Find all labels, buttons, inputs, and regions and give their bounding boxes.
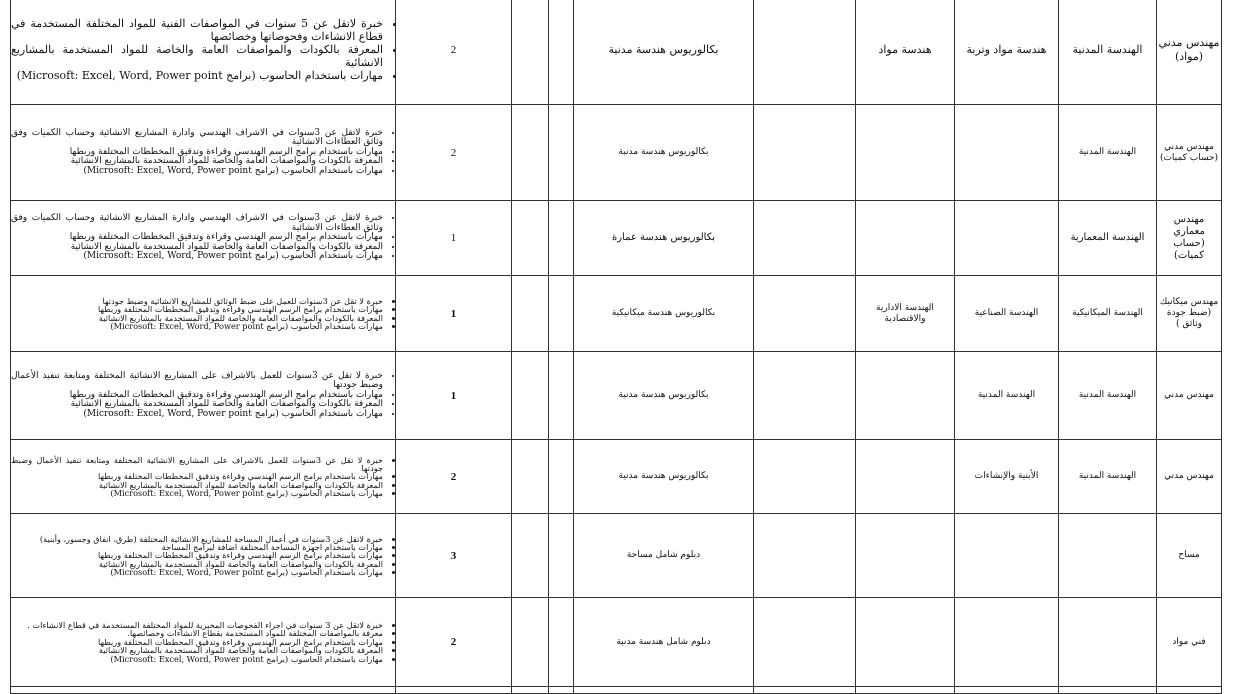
requirement-item: • مهارات باستخدام الحاسوب (برامج Microsoft: Excel, Word, Power point)	[11, 489, 383, 497]
specialization-2-cell	[955, 201, 1059, 276]
specialization-2-cell	[955, 598, 1059, 687]
job-title-cell: مهندس مدني (حساب كميات)	[1157, 105, 1222, 201]
empty-cell	[549, 687, 574, 694]
requirement-item: • خبرة لاتقل عن 3سنوات في الاشراف الهندسي وادارة المشاريع الانشائية وحساب الكميات وفق وثائق العطاءات الانشائية	[11, 129, 383, 148]
table-row	[11, 514, 1222, 598]
empty-cell	[754, 352, 856, 440]
empty-cell	[754, 276, 856, 352]
requirement-item: • مهارات باستخدام الحاسوب (برامج Microsoft: Excel, Word, Power point)	[11, 252, 383, 262]
job-title-cell: مساح	[1157, 514, 1222, 598]
table-row	[11, 105, 1222, 201]
degree-cell: بكالوريوس هندسة مدنية	[574, 352, 754, 440]
requirement-item: • خبرة لا تقل عن 3سنوات للعمل بالاشراف على المشاريع الانشائية المختلفة ومتابعة تنفيذ الأعمال وضبط جودتها	[11, 372, 383, 391]
requirement-item: • مهارات باستخدام الحاسوب (برامج Microsoft: Excel, Word, Power point)	[11, 568, 383, 576]
empty-cell	[512, 0, 549, 105]
table-row	[11, 352, 1222, 440]
empty-cell	[549, 105, 574, 201]
empty-cell	[754, 0, 856, 105]
requirement-item: • خبرة لا تقل عن 3سنوات للعمل على ضبط الوثائق للمشاريع الانشائية وضبط جودتها	[11, 297, 383, 305]
requirement-item: • مهارات باستخدام الحاسوب (برامج Microsoft: Excel, Word, Power point)	[11, 410, 383, 420]
empty-cell	[549, 514, 574, 598]
empty-cell	[754, 105, 856, 201]
empty-cell	[512, 687, 549, 694]
degree-cell: دبلوم شامل هندسة مدنية	[574, 598, 754, 687]
count-cell: 2	[396, 440, 512, 514]
empty-cell	[754, 440, 856, 514]
job-title-cell: مهندس مدني	[1157, 352, 1222, 440]
degree-cell: بكالوريوس هندسة مدنية	[574, 0, 754, 105]
specialization-1-cell: الهندسة المدنية	[1059, 105, 1157, 201]
requirement-item: • مهارات باستخدام برامج الرسم الهندسي وقراءة وتدقيق المخططات المختلفة وربطها	[11, 233, 383, 243]
requirement-item: • المعرفة بالكودات والمواصفات العامة والخاصة للمواد المستخدمة بالمشاريع الانشائية	[11, 646, 383, 654]
job-title-cell: مهندس معماري (حساب كميات)	[1157, 201, 1222, 276]
requirement-item: • مهارات باستخدام الحاسوب (برامج Microsoft: Excel, Word, Power point)	[11, 655, 383, 663]
requirement-item: • مهارات باستخدام برامج الرسم الهندسي وقراءة وتدقيق المخططات المختلفة وربطها	[11, 391, 383, 401]
specialization-1-cell: الهندسة المدنية	[1059, 0, 1157, 105]
empty-cell	[754, 201, 856, 276]
requirements-list	[11, 456, 395, 498]
empty-cell	[754, 598, 856, 687]
empty-cell	[1059, 687, 1157, 694]
specialization-2-cell: الهندسة المدنية	[955, 352, 1059, 440]
empty-cell	[955, 687, 1059, 694]
empty-cell	[512, 105, 549, 201]
requirement-item: • مهارات باستخدام برامج الرسم الهندسي وقراءة وتدقيق المخططات المختلفة وربطها	[11, 305, 383, 313]
specialization-1-cell: الهندسة الميكانيكية	[1059, 276, 1157, 352]
requirement-item: • المعرفة بالكودات والمواصفات العامة والخاصة للمواد المستخدمة بالمشاريع الانشائية	[11, 243, 383, 253]
specialization-1-cell: الهندسة المدنية	[1059, 352, 1157, 440]
table-row-partial	[11, 687, 1222, 694]
empty-cell	[549, 276, 574, 352]
requirements-cell	[11, 598, 396, 687]
table-row	[11, 201, 1222, 276]
requirements-list	[11, 297, 395, 330]
requirement-item: • خبرة لا تقل عن 3سنوات للعمل بالاشراف على المشاريع الانشائية المختلفة ومتابعة تنفيذ الأعمال وضبط جودتها	[11, 456, 383, 473]
empty-cell	[549, 201, 574, 276]
table-row	[11, 598, 1222, 687]
requirements-cell	[11, 0, 396, 105]
empty-cell	[754, 687, 856, 694]
requirements-cell	[11, 440, 396, 514]
count-cell: 2	[396, 0, 512, 105]
requirement-item: • معرفة بالمواصفات المختلفة للمواد المستخدمة بقطاع الانشاءات وخصائصها.	[11, 629, 383, 637]
count-cell: 3	[396, 514, 512, 598]
job-title-cell: مهندس مدني	[1157, 440, 1222, 514]
empty-cell	[512, 201, 549, 276]
requirements-cell	[11, 514, 396, 598]
requirements-list	[11, 535, 395, 577]
degree-cell: بكالوريوس هندسة مدنية	[574, 440, 754, 514]
empty-cell	[512, 352, 549, 440]
requirement-item: • مهارات باستخدام الحاسوب (برامج Microsoft: Excel, Word, Power point)	[11, 167, 383, 177]
empty-cell	[512, 598, 549, 687]
degree-cell: بكالوريوس هندسة مدنية	[574, 105, 754, 201]
table-row	[11, 276, 1222, 352]
job-title-cell: فني مواد	[1157, 598, 1222, 687]
requirement-item: • مهارات باستخدام برامج الرسم الهندسي وقراءة وتدقيق المخططات المختلفة وربطها	[11, 551, 383, 559]
requirement-item: • المعرفة بالكودات والمواصفات العامة والخاصة للمواد المستخدمة بالمشاريع الانشائية	[11, 400, 383, 410]
requirement-item: • المعرفة بالكودات والمواصفات العامة والخاصة للمواد المستخدمة بالمشاريع الانشائية	[11, 560, 383, 568]
requirement-item: • المعرفة بالكودات والمواصفات العامة والخاصة للمواد المستخدمة بالمشاريع الانشائية	[11, 157, 383, 167]
count-cell: 2	[396, 105, 512, 201]
requirement-item: • مهارات باستخدام برامج الرسم الهندسي وقراءة وتدقيق المخططات المختلفة وربطها	[11, 472, 383, 480]
requirements-cell	[11, 201, 396, 276]
requirements-list	[11, 17, 395, 82]
requirement-item: • خبرة لاتقل عن 3سنوات في أعمال المساحة للمشاريع الانشائية المختلفة (طرق، انفاق وجسور، وأبنية)	[11, 535, 383, 543]
empty-cell	[11, 687, 396, 694]
count-cell: 1	[396, 201, 512, 276]
count-cell: 2	[396, 598, 512, 687]
specialization-1-cell	[1059, 514, 1157, 598]
specialization-3-cell	[856, 514, 955, 598]
table-row	[11, 440, 1222, 514]
count-cell: 1	[396, 352, 512, 440]
requirements-list	[11, 621, 395, 663]
specialization-2-cell: الأبنية والإنشاءات	[955, 440, 1059, 514]
requirement-item: • المعرفة بالكودات والمواصفات العامة والخاصة للمواد المستخدمة بالمشاريع الانشائية	[11, 481, 383, 489]
specialization-3-cell	[856, 201, 955, 276]
table-row	[11, 0, 1222, 105]
requirement-item: • خبرة لاتقل عن 3 سنوات في اجراء الفحوصات المخبرية للمواد المختلفة المستخدمة في قطاع الانشاءات .	[11, 621, 383, 629]
job-title-cell: مهندس ميكانيك (ضبط جودة وثائق )	[1157, 276, 1222, 352]
empty-cell	[574, 687, 754, 694]
degree-cell: بكالوريوس هندسة ميكانيكية	[574, 276, 754, 352]
specialization-1-cell	[1059, 598, 1157, 687]
specialization-3-cell	[856, 598, 955, 687]
empty-cell	[512, 514, 549, 598]
specialization-3-cell	[856, 440, 955, 514]
requirements-cell	[11, 105, 396, 201]
requirement-item: • خبرة لاتقل عن 5 سنوات في المواصفات الفنية للمواد المختلفة المستخدمة في قطاع الانشاءات وفحوصاتها وخصائصها	[11, 17, 383, 43]
requirements-list	[11, 129, 395, 177]
requirement-item: • المعرفة بالكودات والمواصفات العامة والخاصة للمواد المستخدمة بالمشاريع الانشائية	[11, 314, 383, 322]
specialization-1-cell: الهندسة المعمارية	[1059, 201, 1157, 276]
requirements-cell	[11, 276, 396, 352]
count-cell: 1	[396, 276, 512, 352]
specialization-3-cell: هندسة مواد	[856, 0, 955, 105]
specialization-3-cell: الهندسة الادارية والاقتصادية	[856, 276, 955, 352]
specialization-2-cell: الهندسة الصناعية	[955, 276, 1059, 352]
empty-cell	[754, 514, 856, 598]
specialization-3-cell	[856, 105, 955, 201]
empty-cell	[549, 0, 574, 105]
specialization-2-cell	[955, 105, 1059, 201]
requirements-cell	[11, 352, 396, 440]
empty-cell	[1157, 687, 1222, 694]
requirement-item: • المعرفة بالكودات والمواصفات العامة والخاصة للمواد المستخدمة بالمشاريع الانشائية	[11, 43, 383, 69]
empty-cell	[512, 440, 549, 514]
requirement-item: • مهارات باستخدام الحاسوب (برامج Microsoft: Excel, Word, Power point)	[11, 69, 383, 82]
empty-cell	[856, 687, 955, 694]
requirement-item: • مهارات باستخدام الحاسوب (برامج Microsoft: Excel, Word, Power point)	[11, 322, 383, 330]
empty-cell	[549, 598, 574, 687]
specialization-2-cell: هندسة مواد وتربة	[955, 0, 1059, 105]
requirement-item: • خبرة لاتقل عن 3سنوات في الاشراف الهندسي وادارة المشاريع الانشائية وحساب الكميات وفق وثائق العطاءات الانشائية	[11, 214, 383, 233]
requirements-list	[11, 214, 395, 262]
requirement-item: • مهارات باستخدام برامج الرسم الهندسي وقراءة وتدقيق المخططات المختلفة وربطها	[11, 638, 383, 646]
empty-cell	[512, 276, 549, 352]
requirements-list	[11, 372, 395, 420]
job-title-cell: مهندس مدني (مواد)	[1157, 0, 1222, 105]
specialization-3-cell	[856, 352, 955, 440]
requirement-item: • مهارات باستخدام برامج الرسم الهندسي وقراءة وتدقيق المخططات المختلفة وربطها	[11, 148, 383, 158]
job-requirements-table	[10, 0, 1222, 694]
degree-cell: بكالوريوس هندسة عمارة	[574, 201, 754, 276]
specialization-1-cell: الهندسة المدنية	[1059, 440, 1157, 514]
empty-cell	[549, 440, 574, 514]
requirement-item: • مهارات باستخدام اجهزة المساحة المختلفة اضافة لبرامج المساحة	[11, 543, 383, 551]
empty-cell	[396, 687, 512, 694]
specialization-2-cell	[955, 514, 1059, 598]
degree-cell: دبلوم شامل مساحة	[574, 514, 754, 598]
empty-cell	[549, 352, 574, 440]
